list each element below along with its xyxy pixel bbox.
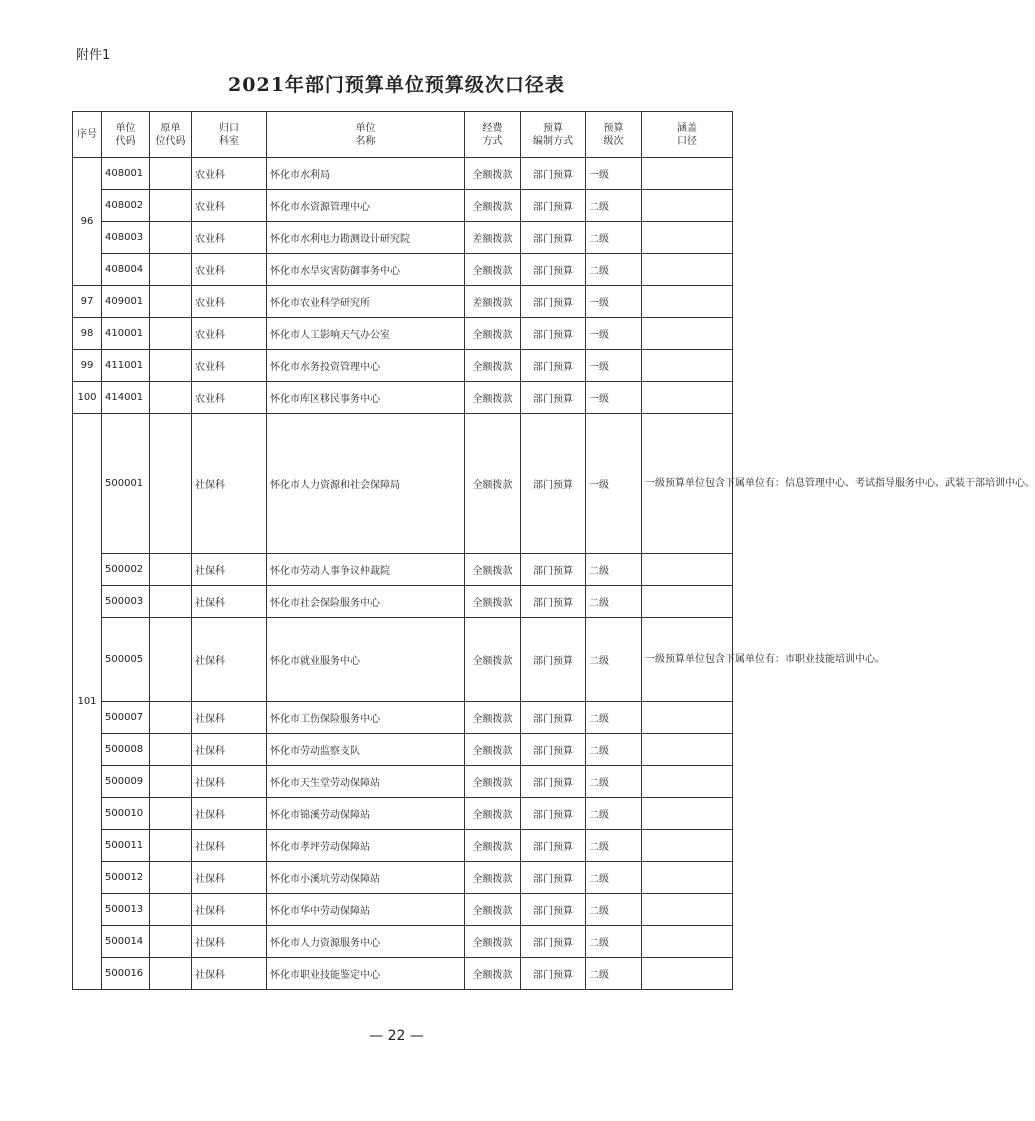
table-row <box>73 862 733 894</box>
cell-code: 500012 <box>102 862 150 894</box>
cell-level: 一级 <box>586 350 642 382</box>
cell-level: 二级 <box>586 894 642 926</box>
cell-scope <box>642 190 733 222</box>
cell-office: 社保科 <box>192 414 267 554</box>
cell-office: 农业科 <box>192 286 267 318</box>
header-name: 单位 名称 <box>267 112 465 158</box>
cell-code: 500001 <box>102 414 150 554</box>
cell-level: 二级 <box>586 222 642 254</box>
cell-name: 怀化市就业服务中心 <box>267 618 465 702</box>
cell-name: 怀化市职业技能鉴定中心 <box>267 958 465 990</box>
cell-funding: 全额拨款 <box>465 190 521 222</box>
cell-scope <box>642 702 733 734</box>
cell-funding: 全额拨款 <box>465 158 521 190</box>
page-title: 2021年部门预算单位预算级次口径表 <box>228 74 565 96</box>
cell-level: 二级 <box>586 554 642 586</box>
cell-scope: 一级预算单位包含下属单位有：市职业技能培训中心。 <box>642 618 733 702</box>
cell-funding: 全额拨款 <box>465 926 521 958</box>
cell-name: 怀化市华中劳动保障站 <box>267 894 465 926</box>
table-row <box>73 734 733 766</box>
cell-seq: 100 <box>73 382 102 414</box>
cell-method: 部门预算 <box>521 414 586 554</box>
cell-orig-code <box>150 618 192 702</box>
cell-scope <box>642 222 733 254</box>
cell-orig-code <box>150 190 192 222</box>
cell-name: 怀化市水务投资管理中心 <box>267 350 465 382</box>
cell-code: 500014 <box>102 926 150 958</box>
table-row <box>73 414 733 554</box>
cell-name: 怀化市劳动人事争议仲裁院 <box>267 554 465 586</box>
cell-scope <box>642 958 733 990</box>
cell-name: 怀化市锦溪劳动保障站 <box>267 798 465 830</box>
cell-name: 怀化市社会保险服务中心 <box>267 586 465 618</box>
cell-funding: 差额拨款 <box>465 222 521 254</box>
cell-level: 二级 <box>586 830 642 862</box>
header-funding: 经费 方式 <box>465 112 521 158</box>
cell-method: 部门预算 <box>521 554 586 586</box>
cell-method: 部门预算 <box>521 286 586 318</box>
cell-scope <box>642 554 733 586</box>
cell-name: 怀化市水资源管理中心 <box>267 190 465 222</box>
cell-method: 部门预算 <box>521 318 586 350</box>
cell-funding: 全额拨款 <box>465 254 521 286</box>
page-number: — 22 — <box>369 1028 424 1044</box>
cell-level: 二级 <box>586 862 642 894</box>
cell-funding: 全额拨款 <box>465 414 521 554</box>
cell-funding: 全额拨款 <box>465 382 521 414</box>
table-row <box>73 350 733 382</box>
cell-scope <box>642 734 733 766</box>
cell-office: 社保科 <box>192 958 267 990</box>
cell-office: 社保科 <box>192 798 267 830</box>
cell-scope <box>642 350 733 382</box>
cell-funding: 全额拨款 <box>465 766 521 798</box>
cell-level: 二级 <box>586 702 642 734</box>
cell-funding: 全额拨款 <box>465 318 521 350</box>
cell-code: 500003 <box>102 586 150 618</box>
table-row <box>73 926 733 958</box>
cell-name: 怀化市水旱灾害防御事务中心 <box>267 254 465 286</box>
cell-office: 社保科 <box>192 926 267 958</box>
cell-orig-code <box>150 766 192 798</box>
cell-name: 怀化市水利局 <box>267 158 465 190</box>
cell-office: 社保科 <box>192 862 267 894</box>
cell-office: 社保科 <box>192 830 267 862</box>
cell-seq: 101 <box>73 414 102 990</box>
cell-scope: 一级预算单位包含下属单位有：信息管理中心、考试指导服务中心、武装干部培训中心。 <box>642 414 733 554</box>
table-row <box>73 554 733 586</box>
cell-name: 怀化市小溪坑劳动保障站 <box>267 862 465 894</box>
cell-orig-code <box>150 350 192 382</box>
table-row <box>73 618 733 702</box>
cell-method: 部门预算 <box>521 958 586 990</box>
cell-scope <box>642 586 733 618</box>
cell-level: 一级 <box>586 318 642 350</box>
cell-funding: 全额拨款 <box>465 798 521 830</box>
cell-code: 410001 <box>102 318 150 350</box>
cell-funding: 全额拨款 <box>465 586 521 618</box>
cell-seq: 97 <box>73 286 102 318</box>
header-method: 预算 编制方式 <box>521 112 586 158</box>
cell-seq: 98 <box>73 318 102 350</box>
cell-name: 怀化市农业科学研究所 <box>267 286 465 318</box>
cell-funding: 全额拨款 <box>465 350 521 382</box>
cell-code: 500011 <box>102 830 150 862</box>
cell-scope <box>642 926 733 958</box>
cell-orig-code <box>150 734 192 766</box>
cell-level: 一级 <box>586 286 642 318</box>
cell-funding: 全额拨款 <box>465 702 521 734</box>
cell-level: 二级 <box>586 254 642 286</box>
table-header-row <box>73 112 733 158</box>
table-row <box>73 702 733 734</box>
cell-scope <box>642 862 733 894</box>
attachment-label: 附件1 <box>76 48 111 63</box>
cell-level: 二级 <box>586 190 642 222</box>
cell-level: 二级 <box>586 734 642 766</box>
cell-orig-code <box>150 414 192 554</box>
cell-name: 怀化市库区移民事务中心 <box>267 382 465 414</box>
cell-name: 怀化市人力资源和社会保障局 <box>267 414 465 554</box>
cell-scope <box>642 158 733 190</box>
cell-scope <box>642 254 733 286</box>
cell-funding: 全额拨款 <box>465 554 521 586</box>
cell-orig-code <box>150 958 192 990</box>
cell-funding: 全额拨款 <box>465 734 521 766</box>
cell-code: 408003 <box>102 222 150 254</box>
cell-code: 500002 <box>102 554 150 586</box>
cell-orig-code <box>150 798 192 830</box>
cell-method: 部门预算 <box>521 382 586 414</box>
table-row <box>73 318 733 350</box>
table-row <box>73 382 733 414</box>
cell-orig-code <box>150 702 192 734</box>
cell-level: 二级 <box>586 766 642 798</box>
cell-office: 社保科 <box>192 554 267 586</box>
table-row <box>73 894 733 926</box>
cell-code: 411001 <box>102 350 150 382</box>
cell-scope <box>642 798 733 830</box>
cell-office: 农业科 <box>192 158 267 190</box>
cell-code: 500010 <box>102 798 150 830</box>
cell-funding: 全额拨款 <box>465 894 521 926</box>
cell-scope <box>642 766 733 798</box>
cell-orig-code <box>150 894 192 926</box>
cell-scope <box>642 382 733 414</box>
cell-level: 二级 <box>586 618 642 702</box>
cell-orig-code <box>150 382 192 414</box>
cell-code: 408004 <box>102 254 150 286</box>
cell-code: 500007 <box>102 702 150 734</box>
cell-orig-code <box>150 254 192 286</box>
cell-method: 部门预算 <box>521 254 586 286</box>
header-office: 归口 科室 <box>192 112 267 158</box>
cell-method: 部门预算 <box>521 350 586 382</box>
table-row <box>73 830 733 862</box>
cell-level: 一级 <box>586 158 642 190</box>
cell-office: 社保科 <box>192 702 267 734</box>
cell-scope <box>642 286 733 318</box>
cell-name: 怀化市人工影响天气办公室 <box>267 318 465 350</box>
cell-name: 怀化市劳动监察支队 <box>267 734 465 766</box>
cell-method: 部门预算 <box>521 158 586 190</box>
table-row <box>73 190 733 222</box>
cell-method: 部门预算 <box>521 894 586 926</box>
cell-method: 部门预算 <box>521 830 586 862</box>
cell-office: 社保科 <box>192 766 267 798</box>
header-scope: 涵盖 口径 <box>642 112 733 158</box>
cell-level: 二级 <box>586 586 642 618</box>
cell-level: 二级 <box>586 958 642 990</box>
cell-funding: 全额拨款 <box>465 830 521 862</box>
cell-code: 500016 <box>102 958 150 990</box>
cell-code: 500013 <box>102 894 150 926</box>
table-row <box>73 586 733 618</box>
cell-office: 农业科 <box>192 318 267 350</box>
table-row <box>73 158 733 190</box>
cell-code: 408001 <box>102 158 150 190</box>
cell-orig-code <box>150 926 192 958</box>
cell-scope <box>642 830 733 862</box>
cell-level: 二级 <box>586 926 642 958</box>
cell-name: 怀化市工伤保险服务中心 <box>267 702 465 734</box>
cell-orig-code <box>150 222 192 254</box>
table-row <box>73 766 733 798</box>
cell-name: 怀化市天生堂劳动保障站 <box>267 766 465 798</box>
cell-office: 农业科 <box>192 254 267 286</box>
cell-method: 部门预算 <box>521 586 586 618</box>
cell-method: 部门预算 <box>521 190 586 222</box>
cell-funding: 差额拨款 <box>465 286 521 318</box>
cell-code: 500008 <box>102 734 150 766</box>
cell-office: 社保科 <box>192 894 267 926</box>
table-row <box>73 958 733 990</box>
cell-method: 部门预算 <box>521 702 586 734</box>
cell-funding: 全额拨款 <box>465 618 521 702</box>
cell-orig-code <box>150 862 192 894</box>
cell-office: 农业科 <box>192 222 267 254</box>
cell-office: 农业科 <box>192 190 267 222</box>
cell-office: 社保科 <box>192 618 267 702</box>
cell-method: 部门预算 <box>521 766 586 798</box>
cell-orig-code <box>150 830 192 862</box>
cell-level: 一级 <box>586 382 642 414</box>
cell-funding: 全额拨款 <box>465 958 521 990</box>
cell-seq: 99 <box>73 350 102 382</box>
cell-code: 414001 <box>102 382 150 414</box>
cell-orig-code <box>150 286 192 318</box>
table-row <box>73 254 733 286</box>
cell-code: 500009 <box>102 766 150 798</box>
cell-method: 部门预算 <box>521 618 586 702</box>
cell-level: 一级 <box>586 414 642 554</box>
cell-scope <box>642 894 733 926</box>
cell-method: 部门预算 <box>521 798 586 830</box>
cell-method: 部门预算 <box>521 734 586 766</box>
cell-method: 部门预算 <box>521 862 586 894</box>
cell-orig-code <box>150 158 192 190</box>
cell-method: 部门预算 <box>521 222 586 254</box>
table-row <box>73 222 733 254</box>
cell-orig-code <box>150 554 192 586</box>
cell-orig-code <box>150 318 192 350</box>
header-orig-code: 原单 位代码 <box>150 112 192 158</box>
cell-name: 怀化市人力资源服务中心 <box>267 926 465 958</box>
header-level: 预算 级次 <box>586 112 642 158</box>
header-seq: 序号 <box>73 112 102 158</box>
cell-code: 408002 <box>102 190 150 222</box>
cell-method: 部门预算 <box>521 926 586 958</box>
cell-office: 社保科 <box>192 734 267 766</box>
cell-office: 农业科 <box>192 382 267 414</box>
table-body <box>73 158 1035 990</box>
cell-code: 409001 <box>102 286 150 318</box>
budget-level-table <box>72 111 1035 990</box>
table-row <box>73 286 733 318</box>
cell-scope <box>642 318 733 350</box>
cell-orig-code <box>150 586 192 618</box>
table-row <box>73 798 733 830</box>
cell-seq: 96 <box>73 158 102 286</box>
cell-office: 农业科 <box>192 350 267 382</box>
header-code: 单位 代码 <box>102 112 150 158</box>
cell-level: 二级 <box>586 798 642 830</box>
cell-funding: 全额拨款 <box>465 862 521 894</box>
cell-office: 社保科 <box>192 586 267 618</box>
cell-code: 500005 <box>102 618 150 702</box>
cell-name: 怀化市水利电力勘测设计研究院 <box>267 222 465 254</box>
cell-name: 怀化市孝坪劳动保障站 <box>267 830 465 862</box>
